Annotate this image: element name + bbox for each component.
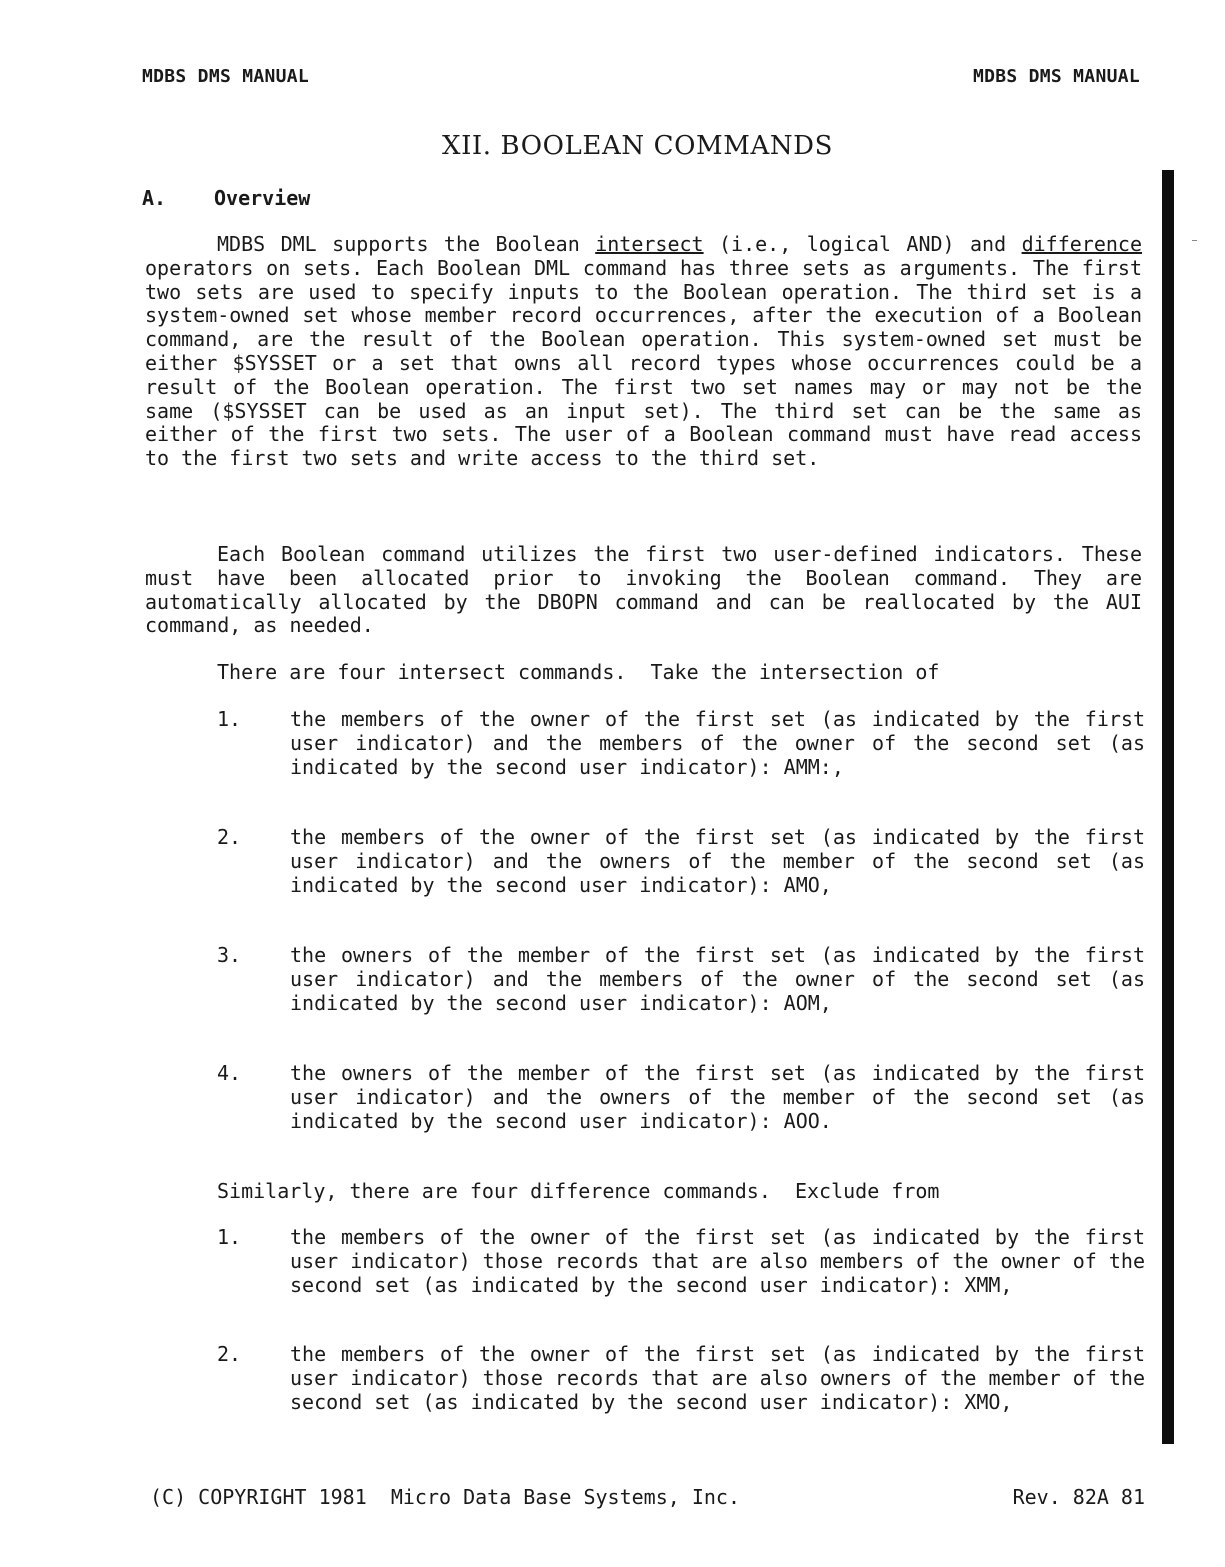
overview-paragraph-2: Each Boolean command utilizes the first two user-defined indicators. These must have been allocated prior to invoking the Boolean command. They are automatically allocated by the DBOPN command and can be reallocated by the AUI command, as needed. — [145, 542, 1142, 638]
overview-paragraph-1 — [145, 233, 1142, 471]
item-text: the owners of the member of the first set (as indicated by the first user indicator) and the members of the owner of the second set (as indicated by the second user indicator): AOM, — [290, 943, 1145, 1015]
page-number: 81 — [1120, 1485, 1145, 1509]
list-item — [217, 826, 1145, 897]
section-title: Overview — [214, 186, 311, 210]
footer-rev: Rev. 82A — [1012, 1485, 1109, 1509]
change-bar — [1162, 170, 1174, 1444]
section-label: A. — [142, 186, 167, 210]
list-item — [217, 708, 1145, 779]
item-text: the members of the owner of the first set (as indicated by the first user indicator) those records that are also owners of the member of the second set (as indicated by the second user indicator): XMO, — [290, 1342, 1145, 1414]
item-text: the members of the owner of the first set (as indicated by the first user indicator) those records that are also members of the owner of the second set (as indicated by the second user indicator): XMM, — [290, 1225, 1145, 1297]
item-number: 1. — [217, 707, 242, 731]
list-item — [217, 1062, 1145, 1133]
item-number: 1. — [217, 1225, 242, 1249]
chapter-title: XII. BOOLEAN COMMANDS — [441, 131, 834, 161]
item-number: 2. — [217, 1342, 242, 1366]
item-text: the members of the owner of the first set (as indicated by the first user indicator) and the members of the owner of the second set (as indicated by the second user indicator): AMM:, — [290, 707, 1145, 779]
p1-pre: MDBS DML supports the Boolean — [217, 232, 596, 256]
margin-mark — [1192, 240, 1197, 241]
difference-intro: Similarly, there are four difference commands. Exclude from — [217, 1179, 940, 1203]
p1-post: operators on sets. Each Boolean DML command has three sets as arguments. The first two sets are used to specify inputs to the Boolean operation. The third set is a system-owned set whose member record occurrences, after the execution of a Boolean command, are the result of the Boolean operation. This system-owned set must be either $SYSSET or a set that owns all record types whose occurrences could be a result of the Boolean operation. The first two set names may or may not be the same ($SYSSET can be used as an input set). The third set can be the same as either of the first two sets. The user of a Boolean command must have read access to the first two sets and write access to the third set. — [145, 255, 1142, 471]
section-heading — [142, 186, 310, 210]
intersect-intro: There are four intersect commands. Take the intersection of — [217, 660, 940, 684]
item-number: 4. — [217, 1061, 242, 1085]
footer-revision — [1001, 1485, 1145, 1509]
item-text: the owners of the member of the first set (as indicated by the first user indicator) and the owners of the member of the second set (as indicated by the second user indicator): AOO. — [290, 1061, 1145, 1133]
p1-mid: (i.e., logical AND) and — [703, 232, 1022, 256]
list-item — [217, 944, 1145, 1015]
list-item — [217, 1343, 1145, 1414]
term-difference: difference — [1021, 232, 1142, 256]
item-text: the members of the owner of the first set (as indicated by the first user indicator) and the owners of the member of the second set (as indicated by the second user indicator): AMO, — [290, 825, 1145, 897]
item-number: 3. — [217, 943, 242, 967]
running-header-right: MDBS DMS MANUAL — [972, 66, 1140, 87]
item-number: 2. — [217, 825, 242, 849]
running-header-left: MDBS DMS MANUAL — [142, 66, 310, 87]
footer-copyright: (C) COPYRIGHT 1981 Micro Data Base Systems, Inc. — [150, 1485, 741, 1509]
term-intersect: intersect — [595, 232, 704, 256]
list-item — [217, 1226, 1145, 1297]
